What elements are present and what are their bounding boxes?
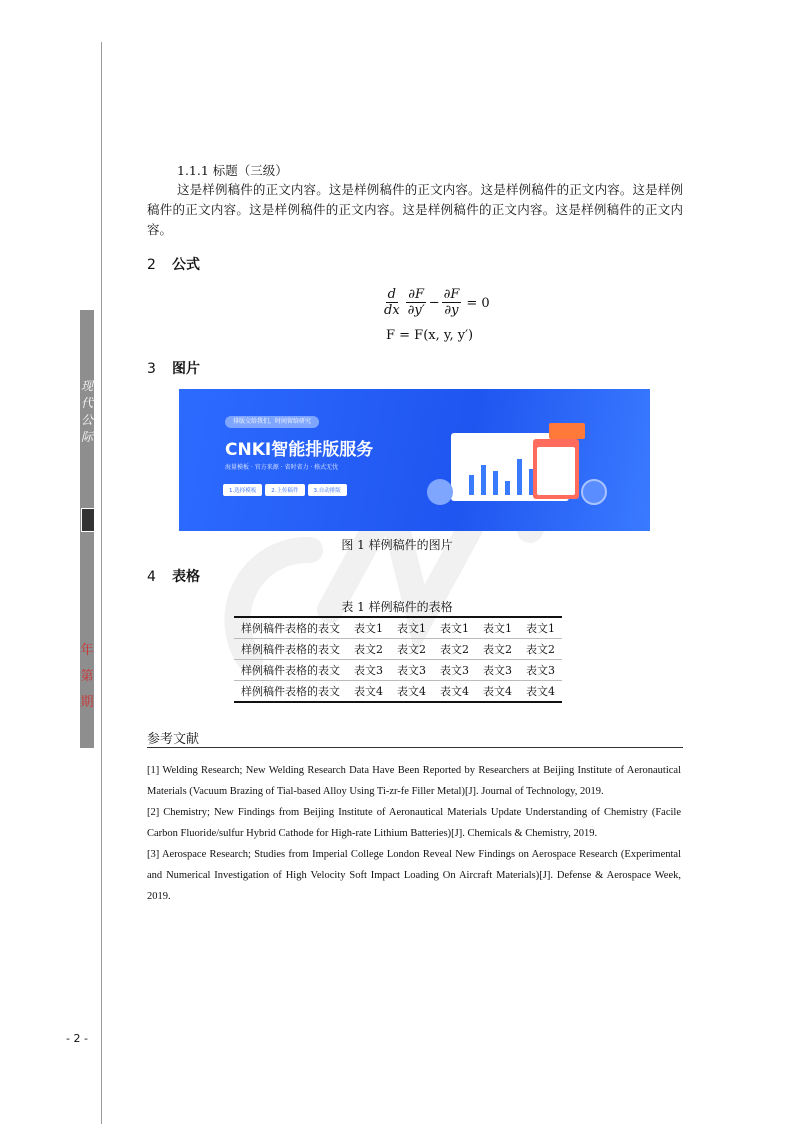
numerator: ∂F	[408, 287, 425, 302]
equation-2: F = F(x, y, y′)	[386, 328, 474, 343]
banner-subtitle: 海量模板 · 官方来源 · 省时省力 · 格式无忧	[225, 464, 339, 471]
subsection-heading: 1.1.1 标题（三级）	[177, 163, 288, 178]
banner-step: 3.自动排版	[308, 484, 347, 496]
illustration-bar	[469, 475, 474, 495]
table-cell: 表文3	[519, 660, 562, 681]
side-red-char: 第	[80, 669, 94, 684]
table-cell: 表文4	[433, 681, 476, 703]
side-red-char: 年	[80, 643, 94, 658]
side-red-char: 期	[80, 695, 94, 710]
document-card-illustration	[533, 439, 579, 499]
table-cell: 表文3	[347, 660, 390, 681]
side-journal-name	[80, 378, 94, 446]
illustration-bar	[493, 471, 498, 495]
table-cell: 表文2	[390, 639, 433, 660]
table-cell: 表文2	[476, 639, 519, 660]
table-row	[234, 617, 562, 639]
denominator: ∂y	[444, 303, 459, 318]
references-title: 参考文献	[147, 732, 200, 747]
side-char: 公	[80, 413, 93, 427]
illustration-bar	[481, 465, 486, 495]
side-char: 现	[80, 379, 93, 393]
table-cell: 表文2	[347, 639, 390, 660]
fraction	[406, 287, 427, 319]
table-cell: 样例稿件表格的表文	[234, 681, 347, 703]
section-number: 4	[147, 569, 156, 585]
section-number: 3	[147, 361, 156, 377]
reference-item: [1] Welding Research; New Welding Research Data Have Been Reported by Researchers at Beijing Institute of Aeronautical Materials (Vacuum Brazing of Tial-based Alloy Using Ti-zr-fe Filler Metal)[J]. Journal of Technology, 2019.	[147, 765, 681, 797]
fraction	[442, 287, 462, 319]
table-cell: 表文1	[476, 617, 519, 639]
table-row	[234, 639, 562, 660]
banner-tagline: 排版交给我们，时间留给研究	[225, 416, 319, 428]
numerator: ∂F	[443, 287, 460, 302]
banner-step: 1.选择模板	[223, 484, 262, 496]
table-caption: 表 1 样例稿件的表格	[341, 600, 453, 614]
table-cell: 表文3	[476, 660, 519, 681]
section-title: 公式	[172, 257, 200, 273]
section-heading-formula	[147, 254, 200, 274]
illustration-bar	[505, 481, 510, 495]
page-number: - 2 -	[66, 1032, 88, 1045]
references-list	[147, 760, 681, 907]
section-heading-table	[147, 566, 200, 586]
banner-title: CNKI智能排版服务	[225, 440, 374, 460]
banner-steps	[223, 484, 347, 496]
side-char: 代	[80, 396, 93, 410]
numerator: d	[387, 287, 396, 302]
side-issue-label	[80, 638, 94, 716]
table-cell: 样例稿件表格的表文	[234, 639, 347, 660]
table-cell: 样例稿件表格的表文	[234, 660, 347, 681]
section-heading-figure	[147, 358, 200, 378]
figure-banner-image	[179, 389, 650, 531]
table-cell: 表文4	[390, 681, 433, 703]
shield-icon	[427, 479, 453, 505]
body-paragraph: 这是样例稿件的正文内容。这是样例稿件的正文内容。这是样例稿件的正文内容。这是样例稿件的正文内容。这是样例稿件的正文内容。这是样例稿件的正文内容。这是样例稿件的正文内容。	[147, 182, 683, 237]
table-cell: 表文1	[433, 617, 476, 639]
denominator: ∂y′	[407, 303, 425, 318]
table-cell: 表文4	[347, 681, 390, 703]
denominator: dx	[384, 303, 400, 318]
table-cell: 样例稿件表格的表文	[234, 617, 347, 639]
table-cell: 表文3	[433, 660, 476, 681]
table-cell: 表文4	[519, 681, 562, 703]
table-cell: 表文1	[390, 617, 433, 639]
minus-sign: −	[428, 295, 440, 311]
table-row	[234, 681, 562, 703]
section-title: 表格	[172, 569, 200, 585]
banner-step: 2.上传稿件	[265, 484, 304, 496]
references-divider	[147, 747, 683, 748]
table-cell: 表文2	[519, 639, 562, 660]
equation-rhs: = 0	[466, 295, 490, 311]
margin-rule	[101, 42, 102, 1124]
seal-icon	[81, 508, 95, 532]
equation-1	[380, 287, 490, 319]
table-row	[234, 660, 562, 681]
data-table	[234, 616, 562, 703]
table-cell: 表文1	[347, 617, 390, 639]
table-cell: 表文3	[390, 660, 433, 681]
table-cell: 表文2	[433, 639, 476, 660]
reference-item: [2] Chemistry; New Findings from Beijing Institute of Aeronautical Materials Update Understanding of Chemistry (Facile Carbon Fluoride/sulfur Hybrid Cathode for High-rate Lithium Batteries)[J]. Chemicals & Chemistry, 2019.	[147, 807, 681, 839]
table-cell: 表文1	[519, 617, 562, 639]
reference-item: [3] Aerospace Research; Studies from Imperial College London Reveal New Findings on Aerospace Research (Experimental and Numerical Investigation of High Velocity Soft Impact Loading On Aircraft Materials)[J]. Defense & Aerospace Week, 2019.	[147, 849, 681, 902]
section-title: 图片	[172, 361, 200, 377]
card-inner	[537, 447, 575, 495]
section-number: 2	[147, 257, 156, 273]
fraction	[382, 287, 402, 319]
figure-caption: 图 1 样例稿件的图片	[341, 538, 453, 552]
table-cell: 表文4	[476, 681, 519, 703]
message-icon	[549, 423, 585, 439]
illustration-bar	[517, 459, 522, 495]
side-char: 际	[80, 430, 93, 444]
orb-illustration	[581, 479, 607, 505]
